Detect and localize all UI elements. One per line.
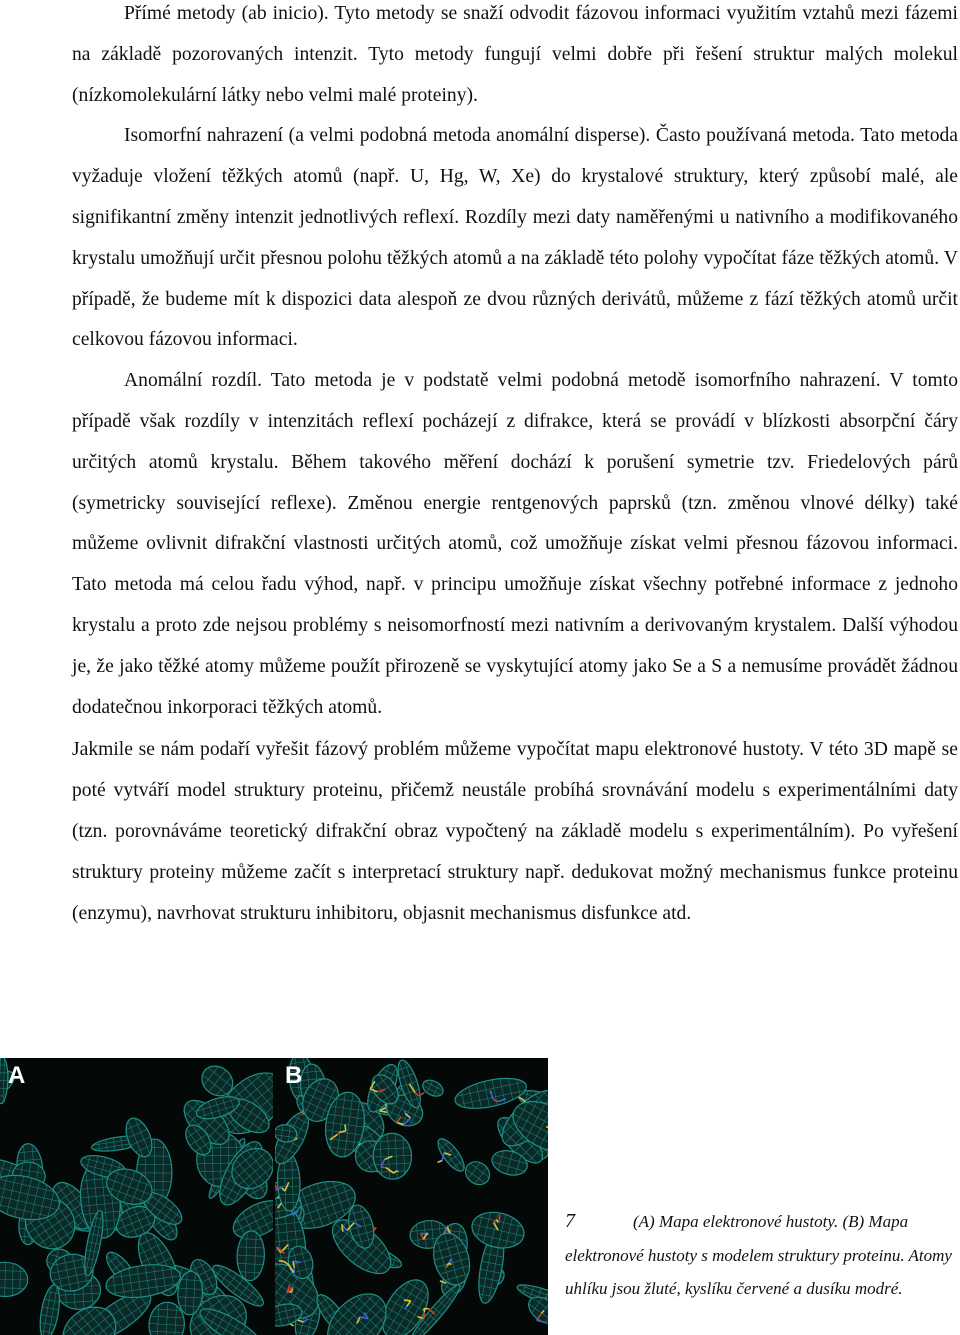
figure-caption — [565, 1205, 957, 1306]
panel-a-label: A — [8, 1062, 26, 1089]
electron-density-figure — [0, 1058, 548, 1335]
figure-panel-b — [275, 1058, 548, 1335]
figure-panel-a — [0, 1058, 273, 1335]
electron-density-model-image — [275, 1058, 548, 1335]
paragraph-direct-methods: Přímé metody (ab inicio). Tyto metody se snaží odvodit fázovou informaci využitím vztahů mezi fázemi na základě pozorovaných intenzit. Tyto metody fungují velmi dobře při řešení struktur malých molekul (nízkomolekulární látky nebo velmi malé proteiny). — [72, 3, 958, 106]
panel-b-label: B — [285, 1062, 303, 1089]
paragraph-isomorphous-replacement: Isomorfní nahrazení (a velmi podobná metoda anomální disperse). Často používaná metoda. Tato metoda vyžaduje vložení těžkých atomů (např. U, Hg, W, Xe) do krystalové struktury, který způsobí malé, ale signifikantní změny intenzit jednotlivých reflexí. Rozdíly mezi daty naměřenými u nativního a modifikovaného krystalu umožňují určit přesnou polohu těžkých atomů a na základě této polohy vypočítat fáze těžkých atomů. V případě, že budeme mít k dispozici data alespoň ze dvou různých derivátů, můžeme z fází těžkých atomů určit celkovou fázovou informaci. — [72, 125, 958, 351]
figure-number: 7 — [565, 1210, 575, 1232]
caption-text: (A) Mapa elektronové hustoty. (B) Mapa elektronové hustoty s modelem struktury proteinu. Atomy uhlíku jsou žluté, kyslíku červené a dusíku modré. — [565, 1212, 952, 1298]
body-text — [72, 0, 958, 934]
electron-density-mesh-image — [0, 1058, 273, 1335]
paragraph-anomalous-difference: Anomální rozdíl. Tato metoda je v podstatě velmi podobná metodě isomorfního nahrazení. V tomto případě však rozdíly v intenzitách reflexí pocházejí z difrakce, která se provádí v blízkosti absorpční čáry určitých atomů krystalu. Během takového měření dochází k porušení symetrie tzv. Friedelových párů (symetricky související reflexe). Změnou energie rentgenových paprsků (tzn. změnou vlnové délky) také můžeme ovlivnit difrakční vlastnosti určitých atomů, což umožňuje získat velmi přesnou fázovou informaci. Tato metoda má celou řadu výhod, např. v principu umožňuje získat všechny potřebné informace z jednoho krystalu a proto zde nejsou problémy s neisomorfností mezi nativním a derivovaným krystalem. Další výhodou je, že jako těžké atomy můžeme použít přirozeně se vyskytující atomy jako Se a S a nemusíme provádět žádnou dodatečnou inkorporaci těžkých atomů. — [72, 370, 958, 718]
paragraph-electron-density-map: Jakmile se nám podaří vyřešit fázový problém můžeme vypočítat mapu elektronové hustoty. V této 3D mapě se poté vytváří model struktury proteinu, přičemž neustále probíhá srovnávání modelu s experimentálními daty (tzn. porovnáváme teoretický difrakční obraz vypočtený na základě modelu s experimentálním). Po vyřešení struktury proteiny můžeme začít s interpretací struktury např. dedukovat možný mechanismus funkce proteinu (enzymu), navrhovat strukturu inhibitoru, objasnit mechanismus disfunkce atd. — [72, 739, 958, 924]
